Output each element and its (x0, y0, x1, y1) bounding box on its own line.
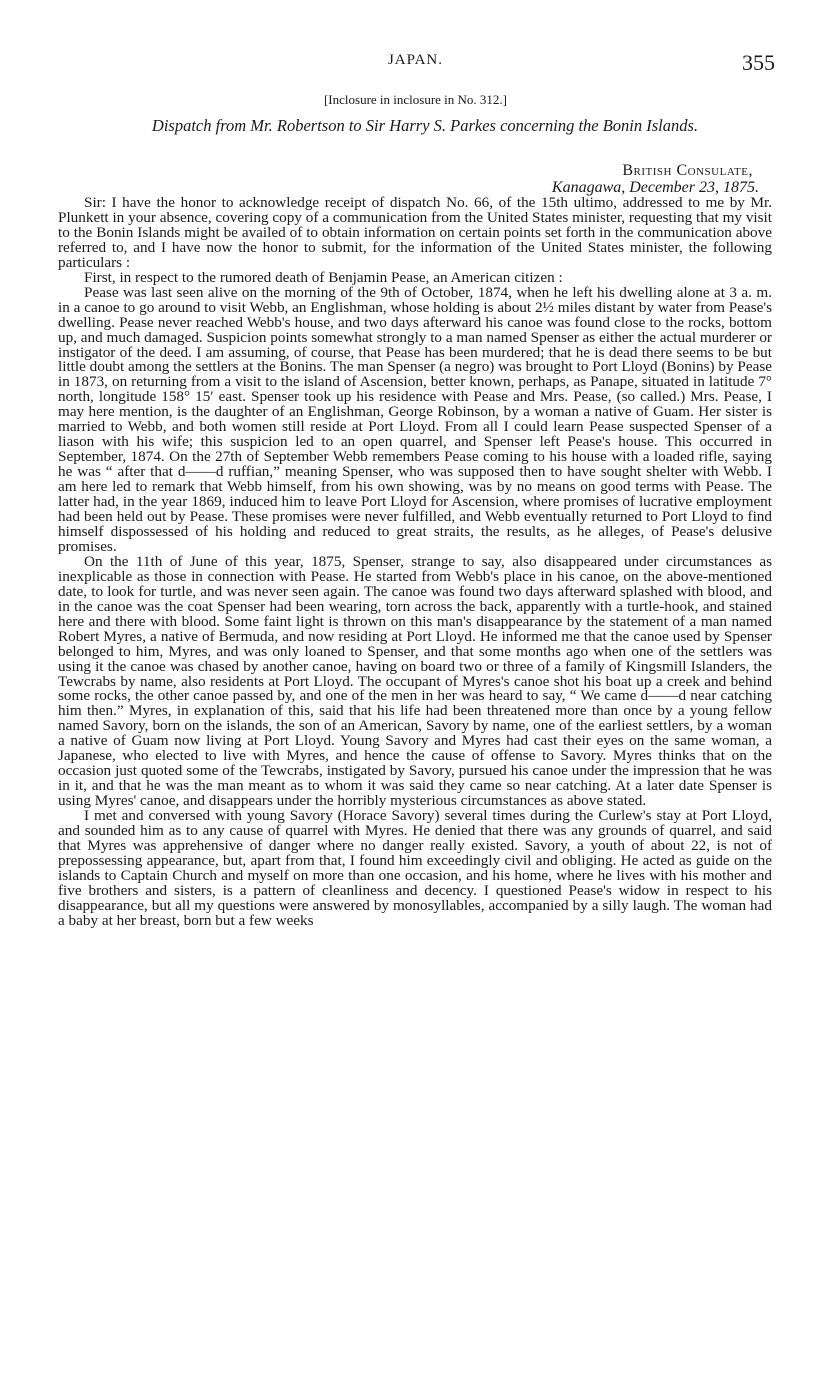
paragraph: I met and conversed with young Savory (Horace Savory) several times during the Curlew's stay at Port Lloyd, and sounded him as to any cause of quarrel with Myres. He denied that there was any grounds of quarrel, and said that Myres was apprehensive of danger where no danger really existed. Savory, a youth of about 22, is not of prepossessing appearance, but, apart from that, I found him exceedingly civil and obliging. He acted as guide on the islands to Captain Church and myself on more than one occasion, and his home, where he lives with his mother and five brothers and sisters, is a pattern of cleanliness and decency. I questioned Pease's widow in respect to his disappearance, but all my questions were answered by monosyllables, accompanied by a silly laugh. The woman had a baby at her breast, born but a few weeks (58, 807, 772, 929)
paragraph: Pease was last seen alive on the morning of the 9th of October, 1874, when he left his dwelling alone at 3 a. m. in a canoe to go around to visit Webb, an Englishman, whose holding is about 2½ miles distant by water from Pease's dwelling. Pease never reached Webb's house, and two days afterward his canoe was found close to the rocks, bottom up, and much damaged. Suspicion points somewhat strongly to a man named Spenser as either the actual murderer or instigator of the deed. I am assuming, of course, that Pease has been murdered; that he is dead there seems to be but little doubt among the settlers at the Bonins. The man Spenser (a negro) was brought to Port Lloyd (Bonins) by Pease in 1873, on returning from a visit to the island of Ascension, better known, perhaps, as Panape, situated in latitude 7° north, longitude 158° 15′ east. Spenser took up his residence with Pease and Mrs. Pease, (so called.) Mrs. Pease, I may here mention, is the daughter of an Englishman, George Robinson, by a woman a native of Guam. Her sister is married to Webb, and both women still reside at Port Lloyd. From all I could learn Pease suspected Spenser of a liason with his wife; this suspicion led to an open quarrel, and Spenser left Pease's house. This occurred in September, 1874. On the 27th of September Webb remembers Pease coming to his house with a loaded rifle, saying he was “ after that d——d ruffian,” meaning Spenser, who was supposed then to have sought shelter with Webb. I am here led to remark that Webb himself, from his own showing, was by no means on good terms with Pease. The latter had, in the year 1869, induced him to leave Port Lloyd for Ascension, where promises of lucrative employment had been held out by Pease. These promises were never fulfilled, and Webb eventually returned to Port Lloyd to find himself dispossessed of his holding and reduced to great straits, the results, as he alleges, of Pease's delusive promises. (58, 283, 772, 555)
dateline (552, 162, 759, 196)
paragraph: First, in respect to the rumored death of Benjamin Pease, an American citizen : (84, 268, 563, 286)
page-number: 355 (742, 50, 775, 75)
letter-body (58, 196, 772, 929)
paragraph: Sir: I have the honor to acknowledge receipt of dispatch No. 66, of the 15th ultimo, addressed to me by Mr. Plunkett in your absence, covering copy of a communication from the United States minister, requesting that my visit to the Bonin Islands might be availed of to obtain information on certain points set forth in the communication above referred to, and I have now the honor to submit, for the information of the United States minister, the following particulars : (58, 194, 772, 271)
paragraph: On the 11th of June of this year, 1875, Spenser, strange to say, also disappeared under circumstances as inexplicable as those in connection with Pease. He started from Webb's place in his canoe, on the above-mentioned date, to look for turtle, and was never seen again. The canoe was found two days afterward splashed with blood, and in the canoe was the coat Spenser had been wearing, torn across the back, apparently with a turtle-hook, and stained here and there with blood. Some faint light is thrown on this man's disappearance by the statement of a man named Robert Myres, a native of Bermuda, and now residing at Port Lloyd. He informed me that the canoe used by Spenser belonged to him, Myres, and was only loaned to Spenser, and that some months ago when one of the settlers was using it the canoe was chased by another canoe, having on board two or three of a family of Kingsmill Islanders, the Tewcrabs by name, also residents at Port Lloyd. The occupant of Myres's canoe shot his boat up a creek and behind some rocks, the other canoe passed by, and one of the men in her was heard to say, “ We came d——d near catching him then.” Myres, in explanation of this, said that his life had been threatened more than once by a young fellow named Savory, born on the islands, the son of an American, Savory by name, one of the earliest settlers, by a woman a native of Guam now living at Port Lloyd. Young Savory and Myres had cast their eyes on the same woman, a Japanese, who elected to live with Myres, and hence the cause of offense to Savory. Myres thinks that on the occasion just quoted some of the Tewcrabs, instigated by Savory, pursued his canoe under the impression that he was in it, and that he was the man meant as to whom it was said they came so near catching. At a later date Spenser is using Myres' canoe, and disappears under the horribly mysterious circumstances as above stated. (58, 552, 772, 810)
inclosure-note: [Inclosure in inclosure in No. 312.] (323, 92, 508, 107)
running-head: JAPAN. (387, 52, 444, 68)
place-date: Kanagawa, December 23, 1875. (551, 179, 759, 196)
consulate-name: British Consulate, (622, 162, 753, 179)
dispatch-title: Dispatch from Mr. Robertson to Sir Harry S. Parkes concerning the Bonin Islands. (151, 116, 699, 135)
